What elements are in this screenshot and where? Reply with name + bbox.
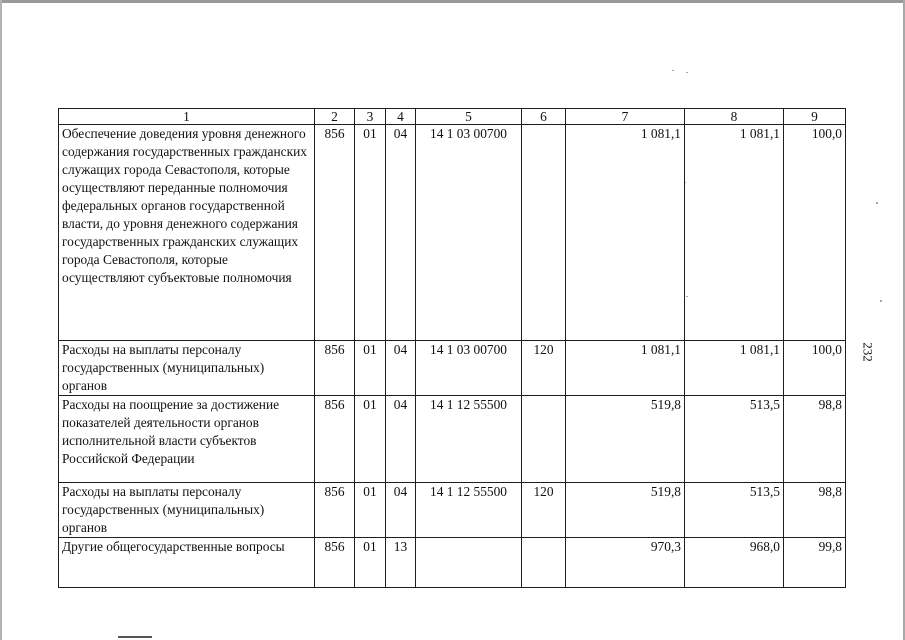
section-code-cell: 01 <box>355 125 386 341</box>
expense-type-cell <box>522 125 566 341</box>
column-number: 7 <box>566 109 685 125</box>
executed-amount-cell: 1 081,1 <box>685 341 784 396</box>
ministry-code-cell: 856 <box>315 125 355 341</box>
executed-amount-cell: 513,5 <box>685 396 784 483</box>
column-number: 2 <box>315 109 355 125</box>
ministry-code-cell: 856 <box>315 396 355 483</box>
expense-type-cell <box>522 396 566 483</box>
execution-percent-cell: 99,8 <box>784 538 846 588</box>
approved-amount-cell: 970,3 <box>566 538 685 588</box>
ministry-code-cell: 856 <box>315 538 355 588</box>
execution-percent-cell: 100,0 <box>784 125 846 341</box>
subsection-code-cell: 13 <box>386 538 416 588</box>
scan-border-top <box>0 0 905 3</box>
executed-amount-cell: 1 081,1 <box>685 125 784 341</box>
scan-speck <box>686 72 688 73</box>
approved-amount-cell: 519,8 <box>566 396 685 483</box>
expense-name-cell: Расходы на поощрение за достижение показателей деятельности органов исполнительной власти субъектов Российской Федерации <box>59 396 315 483</box>
section-code-cell: 01 <box>355 396 386 483</box>
expense-type-cell: 120 <box>522 341 566 396</box>
ministry-code-cell: 856 <box>315 341 355 396</box>
table-row <box>59 341 846 396</box>
section-code-cell: 01 <box>355 483 386 538</box>
scan-speck <box>876 202 878 204</box>
table-row <box>59 538 846 588</box>
approved-amount-cell: 1 081,1 <box>566 341 685 396</box>
scan-mark-bottom <box>118 636 152 638</box>
expense-name-cell: Другие общегосударственные вопросы <box>59 538 315 588</box>
subsection-code-cell: 04 <box>386 396 416 483</box>
column-number: 1 <box>59 109 315 125</box>
expense-name-cell: Расходы на выплаты персоналу государственных (муниципальных) органов <box>59 341 315 396</box>
executed-amount-cell: 513,5 <box>685 483 784 538</box>
subsection-code-cell: 04 <box>386 483 416 538</box>
table-row <box>59 396 846 483</box>
column-number: 6 <box>522 109 566 125</box>
target-article-cell: 14 1 12 55500 <box>416 483 522 538</box>
target-article-cell: 14 1 03 00700 <box>416 341 522 396</box>
table-row <box>59 483 846 538</box>
budget-execution-table <box>58 108 846 588</box>
column-number: 9 <box>784 109 846 125</box>
column-number: 4 <box>386 109 416 125</box>
section-code-cell: 01 <box>355 538 386 588</box>
execution-percent-cell: 100,0 <box>784 341 846 396</box>
target-article-cell: 14 1 03 00700 <box>416 125 522 341</box>
expense-name-cell: Расходы на выплаты персоналу государственных (муниципальных) органов <box>59 483 315 538</box>
section-code-cell: 01 <box>355 341 386 396</box>
scan-border-left <box>0 0 2 640</box>
scan-speck <box>880 300 882 302</box>
expense-type-cell: 120 <box>522 483 566 538</box>
expense-type-cell <box>522 538 566 588</box>
table-row <box>59 125 846 341</box>
subsection-code-cell: 04 <box>386 341 416 396</box>
column-number: 5 <box>416 109 522 125</box>
ministry-code-cell: 856 <box>315 483 355 538</box>
scan-speck <box>672 70 674 71</box>
execution-percent-cell: 98,8 <box>784 396 846 483</box>
column-number: 8 <box>685 109 784 125</box>
column-number: 3 <box>355 109 386 125</box>
approved-amount-cell: 519,8 <box>566 483 685 538</box>
execution-percent-cell: 98,8 <box>784 483 846 538</box>
page-number: 232 <box>860 342 876 362</box>
approved-amount-cell: 1 081,1 <box>566 125 685 341</box>
subsection-code-cell: 04 <box>386 125 416 341</box>
column-number-row <box>59 109 846 125</box>
executed-amount-cell: 968,0 <box>685 538 784 588</box>
target-article-cell: 14 1 12 55500 <box>416 396 522 483</box>
expense-name-cell: Обеспечение доведения уровня денежного содержания государственных гражданских служащих города Севастополя, которые осуществляют переданные полномочия федеральных органов государственной власти, до уровня денежного содержания государственных гражданских служащих города Севастополя, которые осуществляют субъектовые полномочия <box>59 125 315 341</box>
target-article-cell <box>416 538 522 588</box>
